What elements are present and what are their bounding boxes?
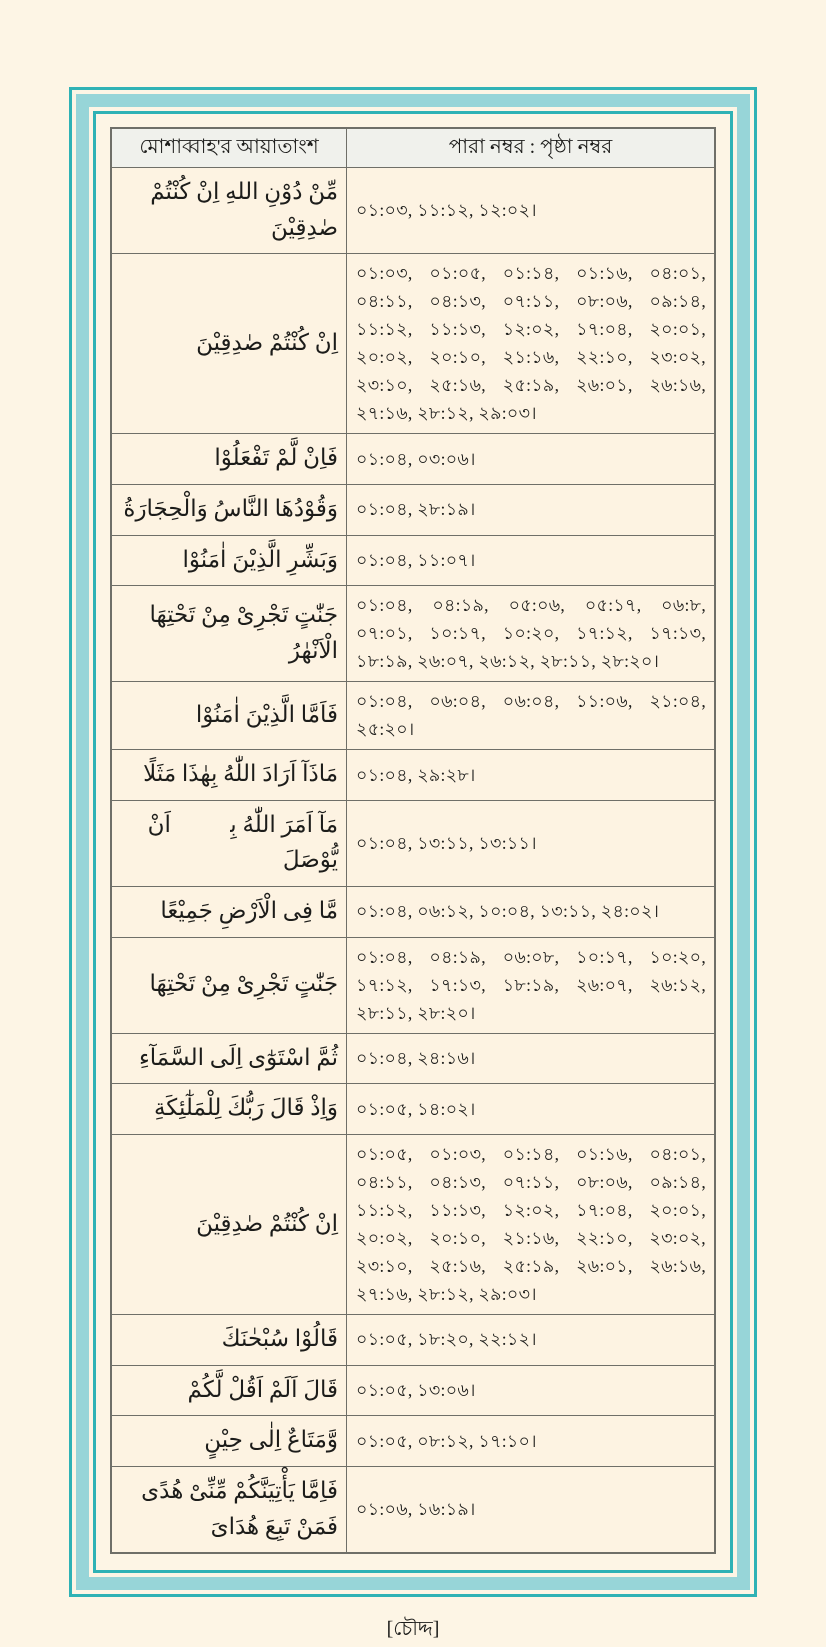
refs-cell: ০১:০৪, ২৮:১৯। [347, 484, 715, 535]
table-row [111, 484, 715, 535]
refs-cell: ০১:০৫, ১৪:০২। [347, 1084, 715, 1135]
refs-cell: ০১:০৬, ১৬:১৯। [347, 1466, 715, 1553]
table-row [111, 1033, 715, 1084]
page-number-label: [চৌদ্দ] [386, 1618, 440, 1641]
page-frame-band [76, 94, 750, 1590]
table-row [111, 1365, 715, 1416]
refs-cell: ০১:০৩, ১১:১২, ১২:০২। [347, 168, 715, 254]
table-row [111, 168, 715, 254]
ayat-cell: مَآ اَمَرَ اللّٰهُ بِهٖٓ اَنْ يُّوْصَلَ [111, 800, 347, 886]
refs-cell: ০১:০৪, ২৯:২৮। [347, 750, 715, 801]
ayat-cell: اِنْ كُنْتُمْ صٰدِقِيْنَ [111, 254, 347, 434]
refs-cell: ০১:০৫, ১৩:০৬। [347, 1365, 715, 1416]
refs-cell: ০১:০৪, ১১:০৭। [347, 535, 715, 586]
ayat-cell: وَّمَتَاعٌ اِلٰى حِيْنٍ [111, 1416, 347, 1467]
ayat-cell: جَنّٰتٍ تَجْرِىْ مِنْ تَحْتِهَا [111, 937, 347, 1033]
refs-cell: ০১:০৪, ০৬:১২, ১০:০৪, ১৩:১১, ২৪:০২। [347, 887, 715, 938]
ayat-cell: وَاِذْ قَالَ رَبُّكَ لِلْمَلٰٓئِكَةِ [111, 1084, 347, 1135]
ayat-cell: وَبَشِّرِ الَّذِيْنَ اٰمَنُوْا [111, 535, 347, 586]
table-row [111, 434, 715, 485]
refs-cell: ০১:০৪, ১৩:১১, ১৩:১১। [347, 800, 715, 886]
table-row [111, 1135, 715, 1315]
table-row [111, 1315, 715, 1366]
refs-cell: ০১:০৪, ২৪:১৬। [347, 1033, 715, 1084]
table-row [111, 586, 715, 682]
header-ayat-column: মোশাব্বাহ'র আয়াতাংশ [111, 128, 347, 168]
ayat-cell: مِّنْ دُوْنِ اللهِ اِنْ كُنْتُمْ صٰدِقِيْنَ [111, 168, 347, 254]
ayat-cell: اِنْ كُنْتُمْ صٰدِقِيْنَ [111, 1135, 347, 1315]
refs-cell: ০১:০৪, ০৪:১৯, ০৬:০৮, ১০:১৭, ১০:২০, ১৭:১২, ১৭:১৩, ১৮:১৯, ২৬:০৭, ২৬:১২, ২৮:১১, ২৮:২০। [347, 937, 715, 1033]
ayat-cell: مَّا فِى الْاَرْضِ جَمِيْعًا [111, 887, 347, 938]
refs-cell: ০১:০৪, ০৪:১৯, ০৫:০৬, ০৫:১৭, ০৬:৮, ০৭:০১, ১০:১৭, ১০:২০, ১৭:১২, ১৭:১৩, ১৮:১৯, ২৬:০৭, ২৬:১২, ২৮:১১, ২৮:২০। [347, 586, 715, 682]
table-row [111, 1466, 715, 1553]
refs-cell: ০১:০৪, ০৩:০৬। [347, 434, 715, 485]
table-row [111, 937, 715, 1033]
refs-cell: ০১:০৪, ০৬:০৪, ০৬:০৪, ১১:০৬, ২১:০৪, ২৫:২০। [347, 682, 715, 750]
ayat-reference-table [110, 127, 716, 1554]
table-row [111, 750, 715, 801]
page-frame-outer [69, 87, 757, 1597]
table-row [111, 254, 715, 434]
table-header-row [111, 128, 715, 168]
table-row [111, 535, 715, 586]
ayat-cell: قَالُوْا سُبْحٰنَكَ [111, 1315, 347, 1366]
ayat-cell: قَالَ اَلَمْ اَقُلْ لَّكُمْ [111, 1365, 347, 1416]
refs-cell: ০১:০৫, ১৮:২০, ২২:১২। [347, 1315, 715, 1366]
page-frame-inner [93, 111, 733, 1573]
table-row [111, 800, 715, 886]
refs-cell: ০১:০৫, ০৮:১২, ১৭:১০। [347, 1416, 715, 1467]
refs-cell: ০১:০৫, ০১:০৩, ০১:১৪, ০১:১৬, ০৪:০১, ০৪:১১, ০৪:১৩, ০৭:১১, ০৮:০৬, ০৯:১৪, ১১:১২, ১১:১৩, ১২:০২, ১৭:০৪, ২০:০১, ২০:০২, ২০:১০, ২১:১৬, ২২:১০, ২৩:০২, ২৩:১০, ২৫:১৬, ২৫:১৯, ২৬:০১, ২৬:১৬, ২৭:১৬, ২৮:১২, ২৯:০৩। [347, 1135, 715, 1315]
table-row [111, 1084, 715, 1135]
ayat-cell: فَاَمَّا الَّذِيْنَ اٰمَنُوْا [111, 682, 347, 750]
table-row [111, 1416, 715, 1467]
ayat-cell: مَاذَآ اَرَادَ اللّٰهُ بِهٰذَا مَثَلًا [111, 750, 347, 801]
ayat-cell: جَنّٰتٍ تَجْرِىْ مِنْ تَحْتِهَا الْاَنْهٰرُ [111, 586, 347, 682]
ayat-cell: فَاِنْ لَّمْ تَفْعَلُوْا [111, 434, 347, 485]
ayat-cell: وَقُوْدُهَا النَّاسُ وَالْحِجَارَةُ [111, 484, 347, 535]
ayat-cell: فَاِمَّا يَأْتِيَنَّكُمْ مِّنِّىْ هُدًى فَمَنْ تَبِعَ هُدَاىَ [111, 1466, 347, 1553]
header-refs-column: পারা নম্বর : পৃষ্ঠা নম্বর [347, 128, 715, 168]
table-row [111, 887, 715, 938]
refs-cell: ০১:০৩, ০১:০৫, ০১:১৪, ০১:১৬, ০৪:০১, ০৪:১১, ০৪:১৩, ০৭:১১, ০৮:০৬, ০৯:১৪, ১১:১২, ১১:১৩, ১২:০২, ১৭:০৪, ২০:০১, ২০:০২, ২০:১০, ২১:১৬, ২২:১০, ২৩:০২, ২৩:১০, ২৫:১৬, ২৫:১৯, ২৬:০১, ২৬:১৬, ২৭:১৬, ২৮:১২, ২৯:০৩। [347, 254, 715, 434]
table-row [111, 682, 715, 750]
ayat-cell: ثُمَّ اسْتَوٰٓى اِلَى السَّمَآءِ [111, 1033, 347, 1084]
